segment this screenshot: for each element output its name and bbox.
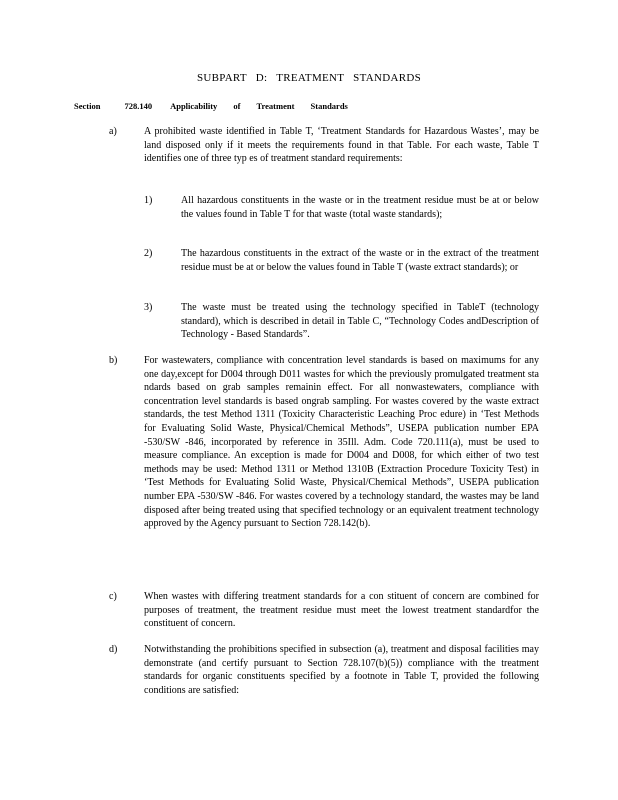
section-title: Applicability of Treatment Standards [170, 101, 348, 111]
subsection-d-text: Notwithstanding the prohibitions specified in subsection (a), treatment and disposal facilities may demonstrate (and certify pursuant to Section 728.107(b)(5)) compliance with the treatment standards for organic constituents specified by a footnote in Table T, provided the following conditions are satisfied: [144, 644, 539, 696]
subsection-d [109, 643, 539, 697]
section-heading [74, 101, 348, 111]
item-1 [144, 194, 539, 221]
subsection-a [109, 125, 539, 166]
section-number: 728.140 [124, 101, 153, 111]
subsection-d-label: d) [109, 644, 118, 655]
subsection-b [109, 354, 539, 531]
subsection-a-text: A prohibited waste identified in Table T, ‘Treatment Standards for Hazardous Wastes’, may be land disposed only if it meets the requirements found in that Table. For each waste, Table T identifies one of three typ es of treatment standard requirements: [144, 126, 539, 165]
item-2-label: 2) [144, 248, 153, 259]
item-2 [144, 247, 539, 274]
subsection-c-label: c) [109, 591, 117, 602]
subsection-a-label: a) [109, 126, 117, 137]
subsection-c [109, 590, 539, 631]
item-3-label: 3) [144, 302, 153, 313]
item-1-text: All hazardous constituents in the waste or in the treatment residue must be at or below the values found in Table T for that waste (total waste standards); [181, 195, 539, 220]
section-word: Section [74, 101, 101, 111]
item-2-text: The hazardous constituents in the extract of the waste or in the extract of the treatment residue must be at or below the values found in Table T (waste extract standards); or [181, 248, 539, 273]
item-3 [144, 301, 539, 342]
item-3-text: The waste must be treated using the technology specified in TableT (technology standard), which is described in detail in Table C, “Technology Codes andDescription of Technology - Based Standards”. [181, 302, 539, 341]
subsection-b-text: For wastewaters, compliance with concentration level standards is based on maximums for any one day,except for D004 through D011 wastes for which the previously promulgated treatment sta ndards based on grab samples remainin effect. For all nonwastewaters, compliance with concentration level standards is based ongrab sampling. For wastes covered by the waste extract standards, the test Method 1311 (Toxicity Characteristic Leaching Proc edure) in ‘Test Methods for Evaluating Solid Waste, Physical/Chemical Methods”, USEPA publication number EPA -530/SW -846, incorporated by reference in 35Ill. Adm. Code 720.111(a), must be used to measure compliance. An exception is made for D004 and D008, for which either of two test methods may be used: Method 1311 or Method 1310B (Extraction Procedure Toxicity Test) in ‘Test Methods for Evaluating Solid Waste, Physical/Chemical Methods”, USEPA publication number EPA -530/SW -846. For wastes covered by a technology standard, the wastes may be land disposed after being treated using that specified technology or an equivalent treatment technology approved by the Agency pursuant to Section 728.142(b). [144, 355, 539, 530]
subsection-c-text: When wastes with differing treatment standards for a con stituent of concern are combined for purposes of treatment, the treatment residue must meet the lowest treatment standardfor the constituent of concern. [144, 591, 539, 630]
subsection-b-label: b) [109, 355, 118, 366]
item-1-label: 1) [144, 195, 153, 206]
subpart-title: SUBPART D: TREATMENT STANDARDS [196, 72, 421, 84]
